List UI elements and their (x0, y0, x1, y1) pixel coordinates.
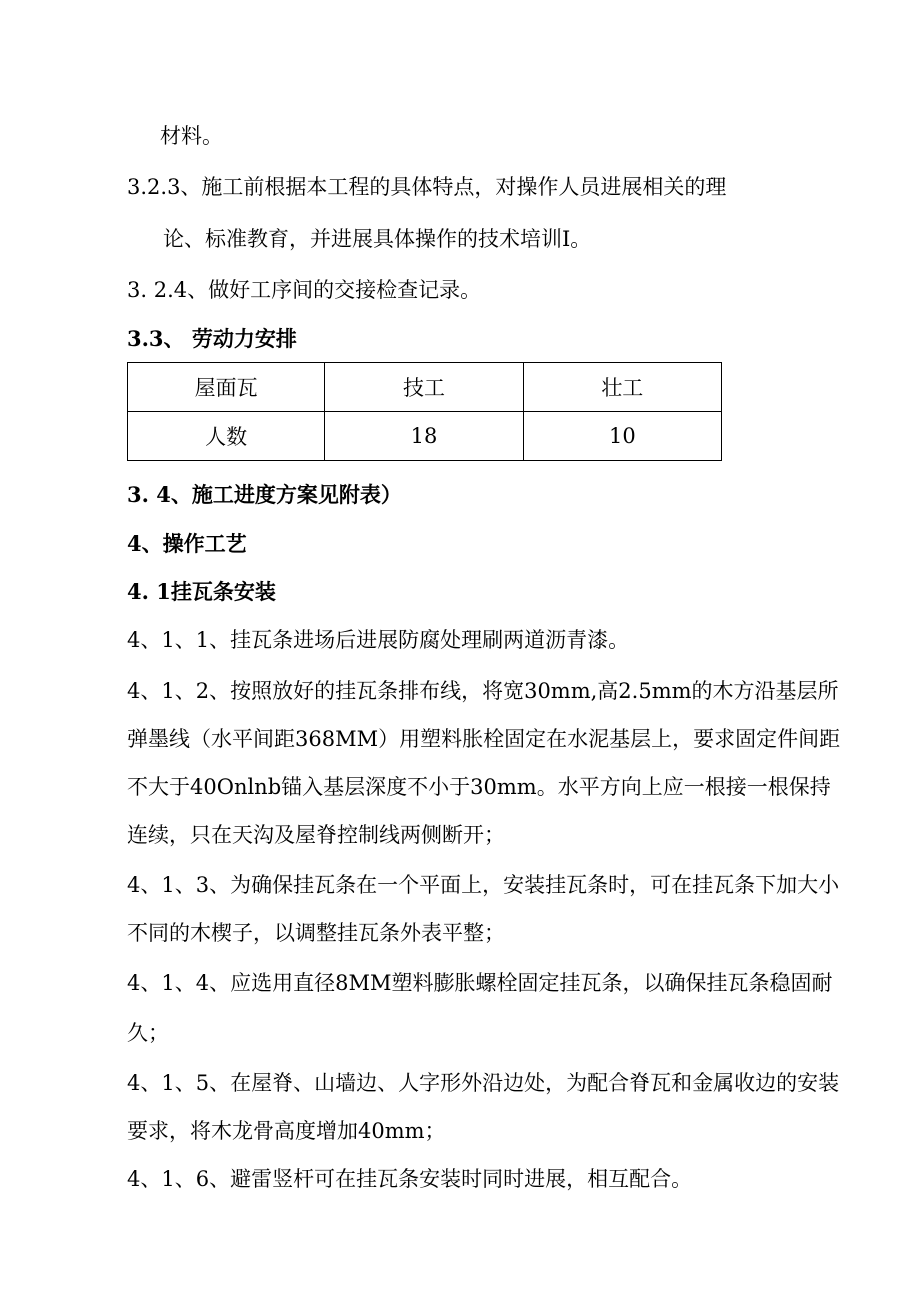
section-4-1-1-line: 4、1、1、挂瓦条进场后进展防腐处理刷两道沥青漆。 (127, 628, 630, 652)
section-3-2-3-line: 3.2.3、施工前根据本工程的具体特点，对操作人员进展相关的理 (127, 175, 727, 199)
section-4-1-5-line: 4、1、5、在屋脊、山墙边、人字形外沿边处，为配合脊瓦和金属收边的安装 (127, 1071, 840, 1095)
section-4-1-6-line: 4、1、6、避雷竖杆可在挂瓦条安装时同时进展，相互配合。 (127, 1167, 693, 1191)
section-4-1-2-line: 4、1、2、按照放好的挂瓦条排布线，将宽30mm,高2.5mm的木方沿基层所 (127, 679, 839, 703)
table-row (128, 412, 722, 461)
section-4-1-4-line: 4、1、4、应选用直径8MM塑料膨胀螺栓固定挂瓦条，以确保挂瓦条稳固耐 (127, 971, 833, 995)
paragraph-line: 不大于40Onlnb锚入基层深度不小于30mm。水平方向上应一根接一根保持 (127, 775, 831, 799)
section-3-3-heading: 3.3、 劳动力安排 (127, 326, 297, 351)
paragraph-line: 连续，只在天沟及屋脊控制线两侧断开； (127, 823, 505, 847)
paragraph-line: 不同的木楔子，以调整挂瓦条外表平整； (127, 921, 505, 945)
table-header-row (128, 363, 722, 412)
section-3-4-heading: 3. 4、施工进度方案见附表） (127, 482, 402, 507)
paragraph-line: 弹墨线（水平间距368MM）用塑料胀栓固定在水泥基层上，要求固定件间距 (127, 727, 841, 751)
table-cell: 人数 (128, 412, 325, 461)
section-4-1-3-line: 4、1、3、为确保挂瓦条在一个平面上，安装挂瓦条时，可在挂瓦条下加大小 (127, 873, 840, 897)
table-cell: 技工 (325, 363, 523, 412)
table-cell: 屋面瓦 (128, 363, 325, 412)
section-4-1-heading: 4. 1挂瓦条安装 (127, 579, 276, 604)
table-cell: 壮工 (523, 363, 721, 412)
section-4-heading: 4、操作工艺 (127, 531, 247, 556)
section-3-2-4-line: 3. 2.4、做好工序间的交接检查记录。 (127, 278, 482, 302)
labor-table (127, 362, 722, 461)
table-cell: 18 (325, 412, 523, 461)
paragraph-line: 久； (127, 1021, 169, 1045)
paragraph-line: 材料。 (160, 124, 223, 148)
paragraph-line: 要求，将木龙骨高度增加40mm； (127, 1119, 446, 1143)
paragraph-line: 论、标准教育，并进展具体操作的技术培训I。 (163, 227, 592, 251)
table-cell: 10 (523, 412, 721, 461)
